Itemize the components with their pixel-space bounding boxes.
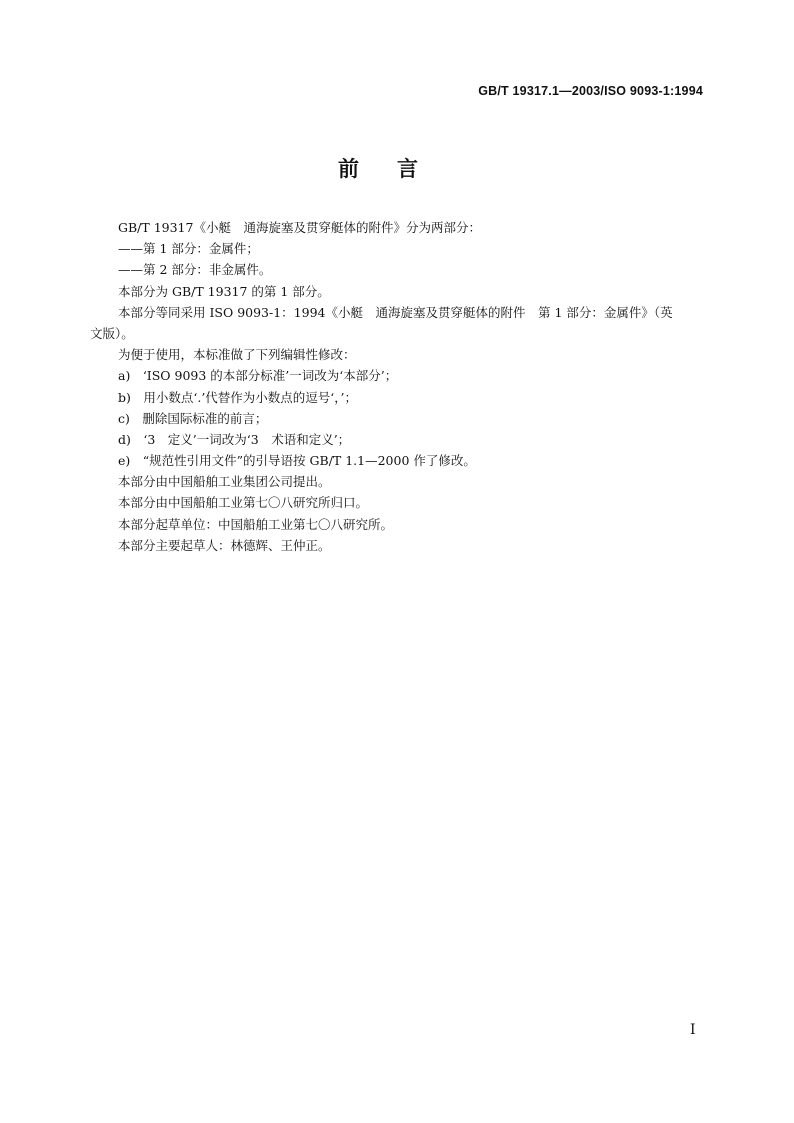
page-title: 前言 (338, 157, 456, 181)
preface-body (90, 217, 708, 556)
paragraph-line: 本部分起草单位：中国船舶工业第七〇八研究所。 (118, 516, 394, 532)
list-item-d: d) ‘3 定义’一词改为‘3 术语和定义’； (118, 431, 351, 447)
list-item-a: a) ‘ISO 9093 的本部分标准’一词改为‘本部分’； (118, 368, 398, 384)
paragraph-continuation: 文版）。 (90, 325, 134, 341)
paragraph-line: 本部分主要起草人：林德辉、王仲正。 (118, 537, 331, 553)
list-item-b: b) 用小数点‘.’代替作为小数点的逗号‘，’； (118, 389, 357, 405)
list-item-e: e) “规范性引用文件”的引导语按 GB/T 1.1—2000 作了修改。 (118, 453, 476, 469)
paragraph-line: 本部分等同采用 ISO 9093-1：1994《小艇 通海旋塞及贯穿艇体的附件 第 1 部分：金属件》（英 (118, 304, 673, 320)
list-item-part-1: ——第 1 部分：金属件； (118, 241, 259, 257)
paragraph-line: 本部分为 GB/T 19317 的第 1 部分。 (118, 283, 330, 299)
paragraph-line: 本部分由中国船舶工业第七〇八研究所归口。 (118, 495, 369, 511)
paragraph-line: GB/T 19317《小艇 通海旋塞及贯穿艇体的附件》分为两部分： (118, 220, 481, 235)
standard-number-header: GB/T 19317.1—2003/ISO 9093-1:1994 (478, 84, 703, 98)
list-item-c: c) 删除国际标准的前言； (118, 410, 268, 426)
paragraph-line: 为便于使用，本标准做了下列编辑性修改： (118, 347, 356, 363)
paragraph-line: 本部分由中国船舶工业集团公司提出。 (118, 474, 331, 490)
list-item-part-2: ——第 2 部分：非金属件。 (118, 262, 272, 278)
page-number: I (690, 1022, 696, 1038)
